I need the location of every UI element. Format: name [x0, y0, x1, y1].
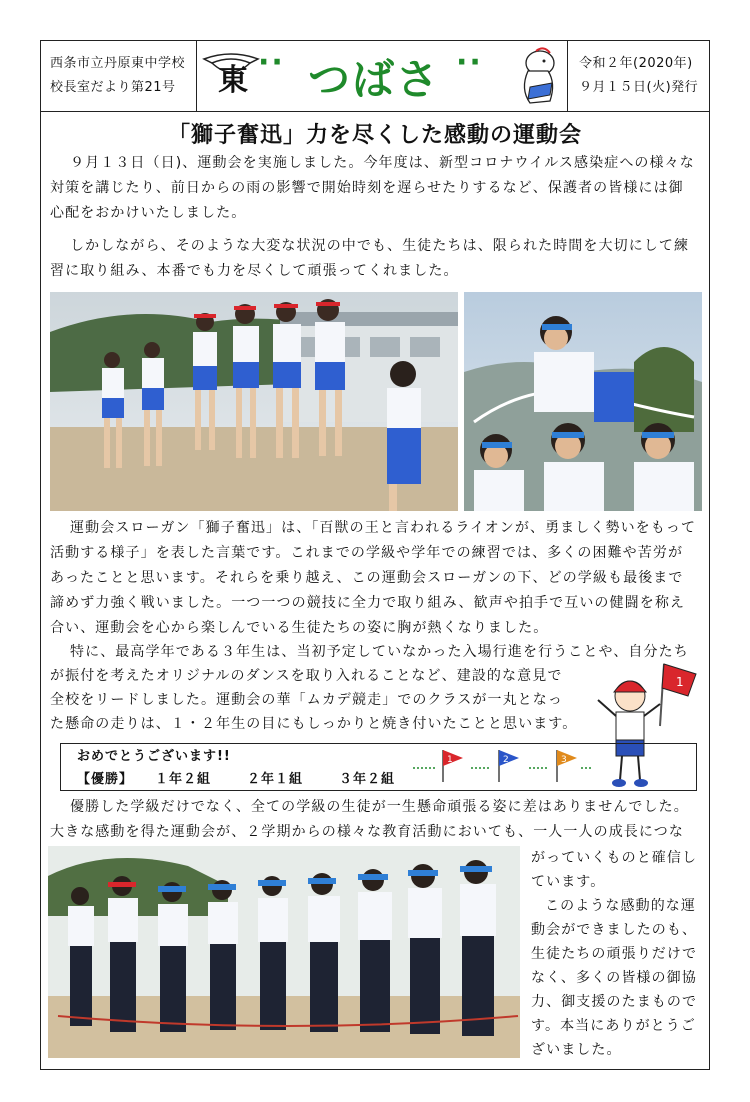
- paragraph-6-line-4: 動会ができましたのも、: [531, 922, 698, 938]
- paragraph-3-line-3: あったことと思います。それらを乗り越え、この運動会スローガンの下、どの学級も最後まで: [50, 570, 684, 586]
- paragraph-2-line-2: 習に取り組み、本番でも力を尽くして頑張ってくれました。: [50, 263, 459, 279]
- paragraph-6-line-9: ざいました。: [531, 1042, 622, 1058]
- pennant-2-icon: [499, 750, 519, 782]
- school-name: 西条市立丹原東中学校: [50, 56, 186, 71]
- winners-label: 【優勝】: [77, 772, 134, 787]
- header-left-box: [40, 40, 197, 112]
- paragraph-3-line-1: 運動会スローガン「獅子奮迅」は、「百獣の王と言われるライオンが、勇ましく勢いをもって: [70, 520, 697, 536]
- winner-grade-2: ２年１組: [247, 772, 304, 787]
- paragraph-6-line-8: す。本当にありがとうご: [531, 1018, 696, 1034]
- paragraph-4-line-3: 全校をリードしました。運動会の華「ムカデ競走」でのクラスが一丸となっ: [50, 692, 563, 708]
- paragraph-3-line-4: 諦めず力強く戦いました。一つ一つの競技に全力で取り組み、歓声や拍手で互いの健闘を称え: [50, 595, 686, 611]
- publication-date: ９月１５日(火)発行: [579, 80, 699, 95]
- pennant-flags-icon: [413, 746, 593, 788]
- paragraph-1-line-3: 心配をおかけいたしました。: [50, 205, 247, 221]
- masthead: [198, 41, 566, 111]
- svg-text:3: 3: [561, 755, 567, 765]
- paragraph-6-line-7: 力、御支援のたまもので: [531, 994, 698, 1010]
- masthead-dots-right: ··: [456, 45, 483, 80]
- pennant-1-icon: [443, 750, 463, 782]
- winner-grade-3: ３年２組: [339, 772, 396, 787]
- masthead-dots-left: ··: [258, 45, 285, 80]
- pennant-3-icon: [557, 750, 577, 782]
- paragraph-5-line-1: 優勝した学級だけでなく、全ての学級の生徒が一生懸命頑張る姿に差はありませんでした。: [70, 799, 689, 815]
- winner-grade-1: １年２組: [155, 772, 212, 787]
- masthead-title: つばさ: [308, 55, 441, 104]
- paragraph-3-line-2: 活動する様子」を表した言葉です。これまでの学級や学年での練習では、多くの困難や苦労が: [50, 545, 684, 561]
- winners-box: [60, 743, 697, 791]
- issue-number: 校長室だより第21号: [50, 80, 176, 95]
- publication-year: 令和２年(2020年): [579, 56, 693, 71]
- winners-heading: おめでとうございます!!: [77, 749, 231, 764]
- illustration-flag-number: 1: [676, 675, 684, 689]
- paragraph-2-line-1: しかしながら、そのような大変な状況の中でも、生徒たちは、限られた時間を大切にして練: [70, 238, 690, 254]
- bird-mascot-icon: [510, 43, 562, 109]
- paragraph-6-line-5: 生徒たちの頑張りだけで: [531, 946, 698, 962]
- paragraph-6-line-3: このような感動的な運: [545, 898, 696, 914]
- paragraph-5-line-2: 大きな感動を得た運動会が、２学期からの様々な教育活動においても、一人一人の成長につな: [50, 824, 684, 840]
- photo-centipede-race: [48, 846, 520, 1058]
- paragraph-1-line-2: 対策を講じたり、前日からの雨の影響で開始時刻を遅らせたりするなど、保護者の皆様には御: [50, 180, 684, 196]
- paragraph-4-line-2: が振付を考えたオリジナルのダンスを取り入れることなど、建設的な意見で: [50, 668, 563, 684]
- paragraph-6-line-6: なく、多くの皆様の御協: [531, 970, 697, 986]
- article-title: 「獅子奮迅」力を尽くした感動の運動会: [167, 123, 582, 148]
- photo-jump-rope: [50, 292, 458, 511]
- svg-text:2: 2: [503, 755, 509, 765]
- paragraph-3-line-5: 合い、運動会を心から楽しんでいる生徒たちの姿に胸が熱くなりました。: [50, 620, 549, 636]
- paragraph-1-line-1: ９月１３日（日)、運動会を実施しました。今年度は、新型コロナウイルス感染症への様々な: [70, 155, 695, 171]
- svg-text:1: 1: [447, 755, 453, 765]
- paragraph-4-line-4: た懸命の走りは、１・２年生の目にもしっかりと焼き付いたことと思います。: [50, 716, 578, 732]
- photo-cavalry-battle: [464, 292, 702, 511]
- paragraph-6-line-1: がっていくものと確信し: [531, 850, 698, 866]
- paragraph-4-line-1: 特に、最高学年である３年生は、当初予定していなかった入場行進を行うことや、自分たち: [70, 644, 689, 660]
- header-right-box: [567, 40, 710, 112]
- paragraph-6-line-2: ています。: [531, 874, 606, 890]
- masthead-east: 東: [218, 63, 248, 98]
